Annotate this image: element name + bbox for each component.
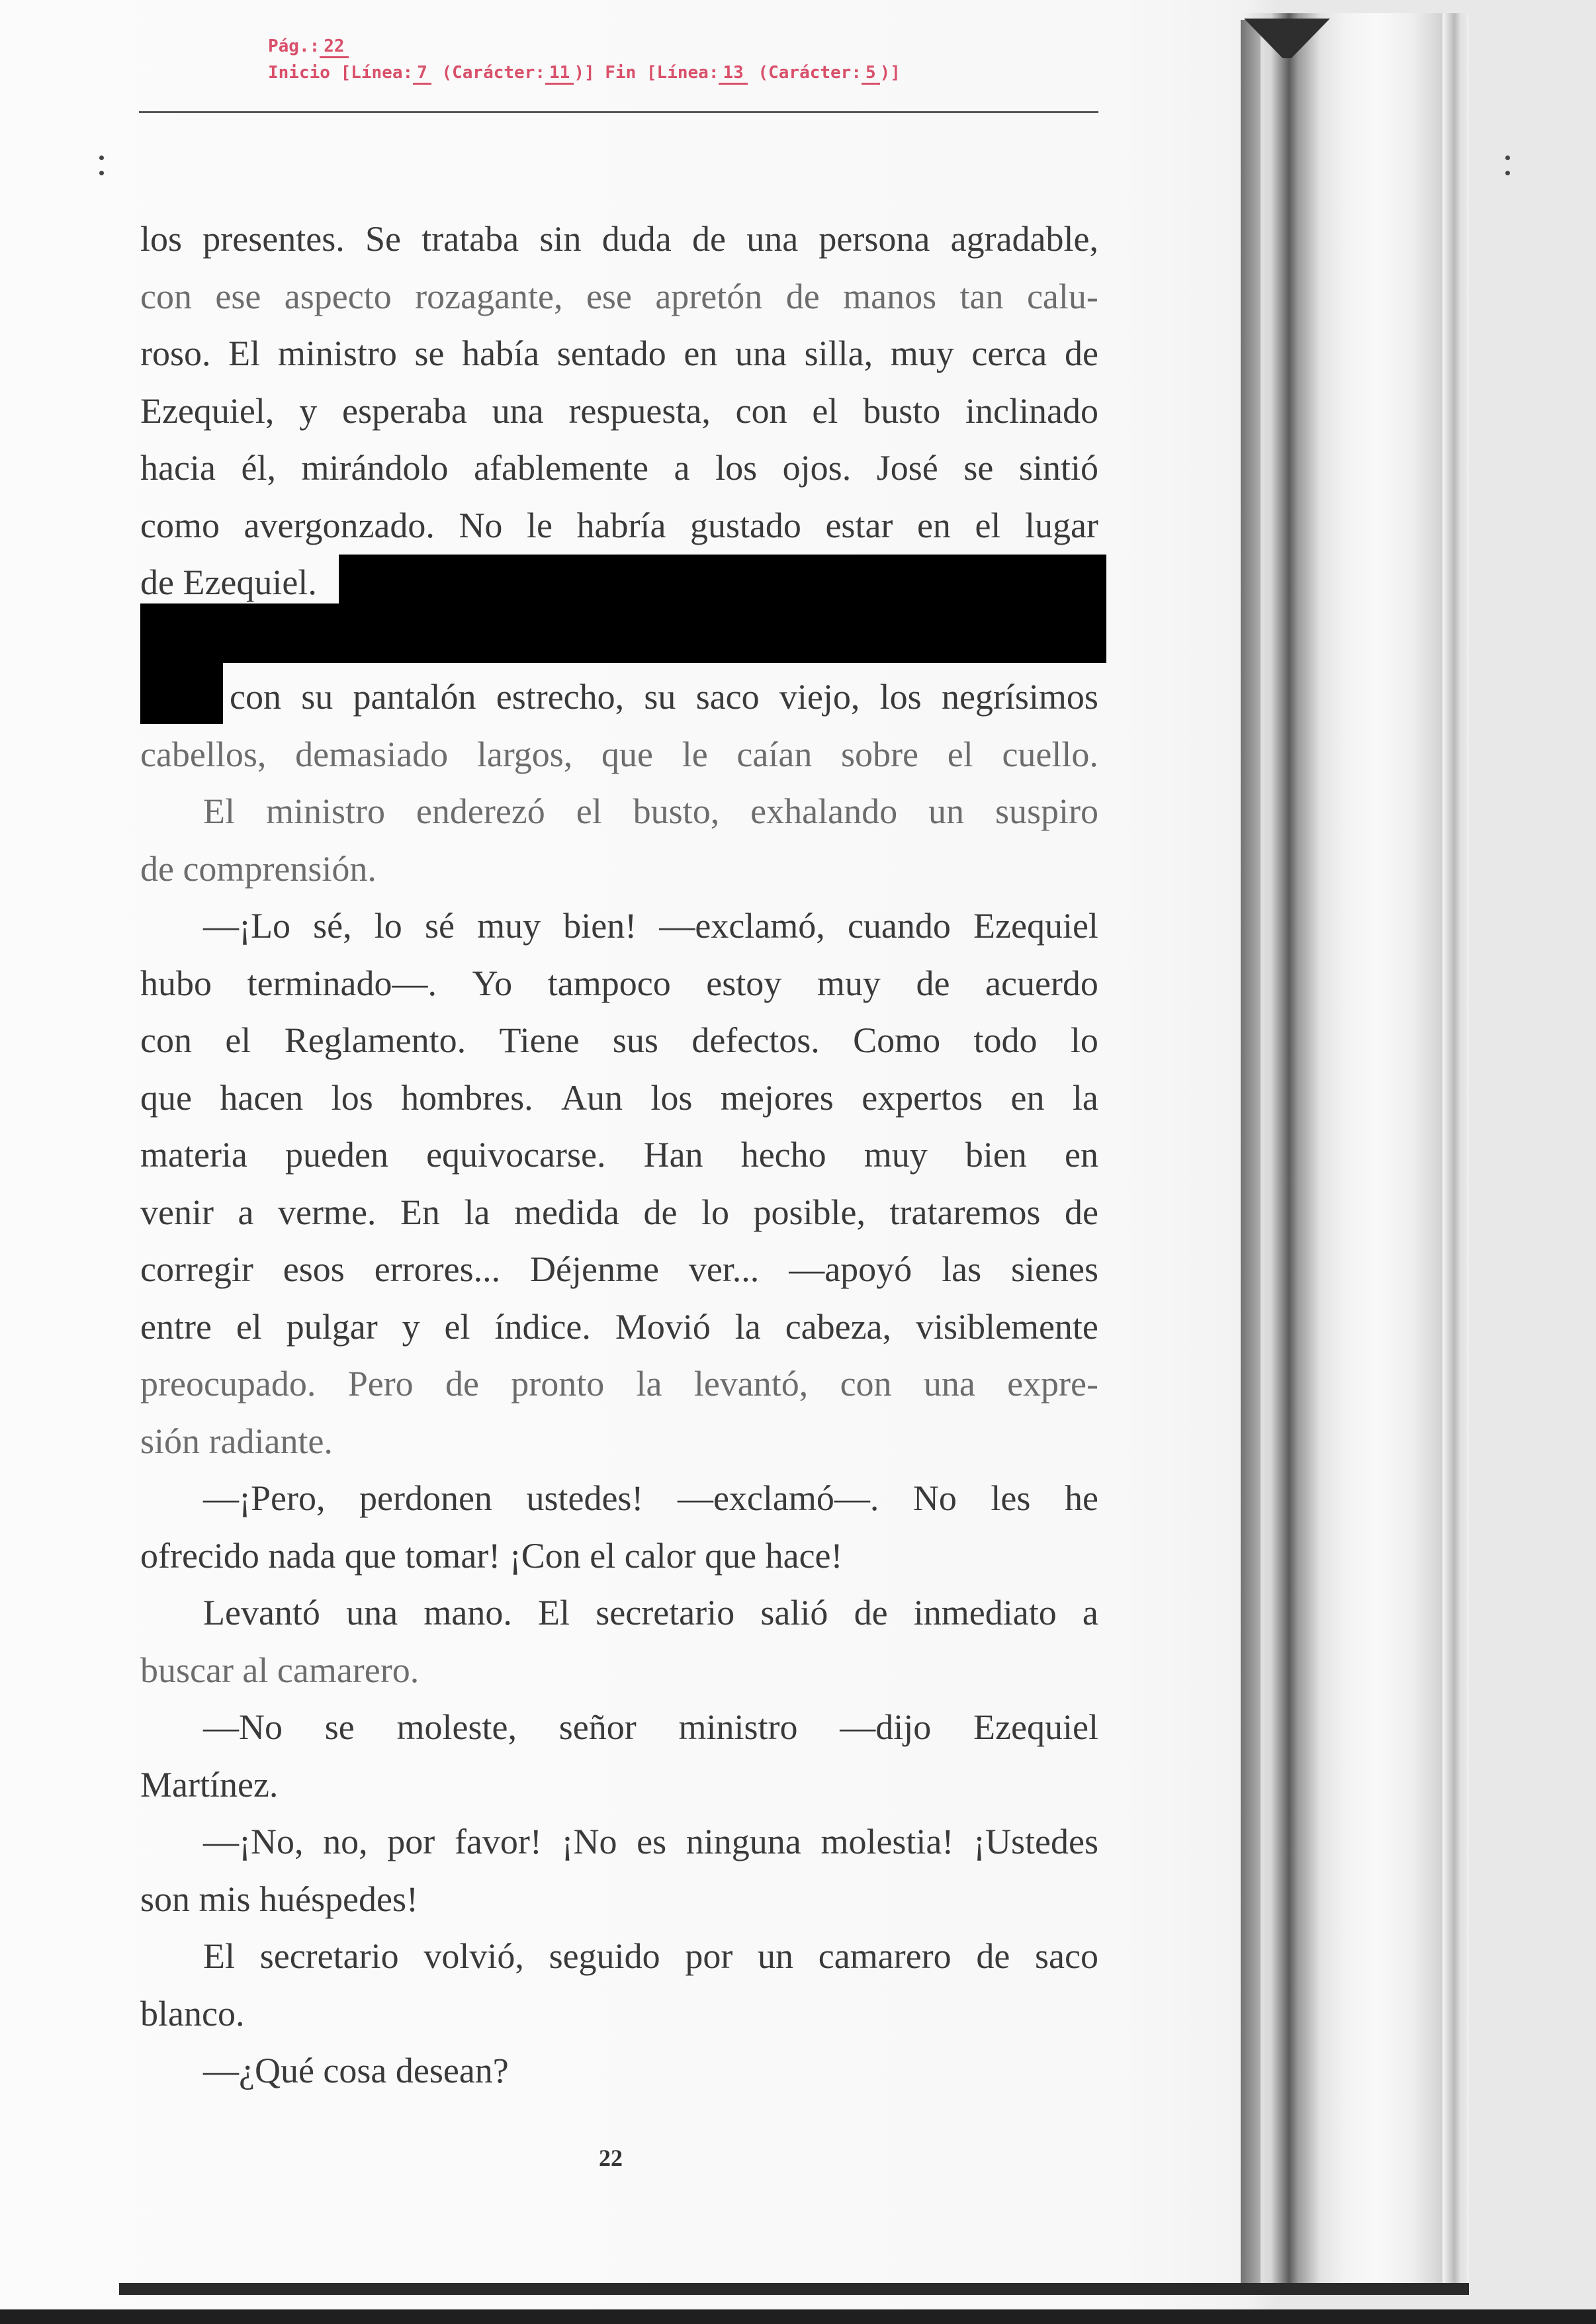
text-line: roso. El ministro se había sentado en una silla, muy cerca de [140,334,1098,373]
text-line: de comprensión. [140,848,377,889]
stamp-start-char: 11 [545,63,574,85]
text-line: —¡No, no, por favor! ¡No es ninguna molestia! ¡Ustedes [203,1822,1098,1861]
text-line: los presentes. Se trataba sin duda de una persona agradable, [140,219,1098,259]
page-number: 22 [599,2145,623,2171]
redaction-bar [339,555,1106,606]
book-binding [1244,13,1469,2290]
stamp-end-label: )] Fin [Línea: [574,63,719,83]
text-line: —¿Qué cosa desean? [203,2051,509,2090]
stamp-page-value: 22 [320,36,348,58]
header-rule [139,111,1098,113]
margin-dot [99,171,104,175]
text-line: de Ezequiel. [140,562,317,602]
text-line: que hacen los hombres. Aun los mejores expertos en la [140,1077,1098,1118]
text-line: con ese aspecto rozagante, ese apretón de manos tan calu- [140,276,1098,316]
text-line: corregir esos errores... Déjenme ver... —apoyó las sienes [140,1249,1098,1289]
scan-bottom-border [0,2309,1596,2324]
redaction-bar [140,603,1106,663]
body-text [140,210,1098,2100]
text-line: sión radiante. [140,1421,333,1461]
margin-dot [1505,156,1510,160]
text-line: materia pueden equivocarse. Han hecho muy bien en [140,1135,1098,1175]
margin-dot [99,156,104,160]
text-line: hacia él, mirándolo afablemente a los ojos. José se sintió [140,448,1098,488]
margin-dot [1505,171,1510,175]
text-line: Ezequiel, y esperaba una respuesta, con el busto inclinado [140,390,1098,431]
stamp-start-char-label: (Carácter: [441,63,546,83]
text-line: preocupado. Pero de pronto la levantó, con una expre- [140,1364,1098,1404]
text-line: Martínez. [140,1764,279,1805]
bottom-edge [119,2283,1469,2295]
text-line: El ministro enderezó el busto, exhalando un suspiro [203,791,1098,831]
stamp-end-line: 13 [719,63,747,85]
text-line: blanco. [140,1993,245,2033]
text-line: con su pantalón estrecho, su saco viejo, los negrísimos [230,677,1098,717]
reference-stamp [268,33,901,86]
text-line: El secretario volvió, seguido por un camarero de saco [203,1936,1098,1976]
text-line: ofrecido nada que tomar! ¡Con el calor que hace! [140,1535,843,1576]
text-line: con el Reglamento. Tiene sus defectos. Como todo lo [140,1020,1098,1060]
binding-shadow [1241,20,1261,2283]
stamp-end-char-label: (Carácter: [758,63,862,83]
text-line: como avergonzado. No le habría gustado estar en el lugar [140,505,1098,545]
stamp-close: )] [879,63,901,83]
text-line: hubo terminado—. Yo tampoco estoy muy de acuerdo [140,963,1098,1003]
text-line: cabellos, demasiado largos, que le caían sobre el cuello. [140,734,1098,774]
text-line: —¡Lo sé, lo sé muy bien! —exclamó, cuando Ezequiel [203,906,1098,946]
page-right-edge [1442,13,1462,2290]
text-line: buscar al camarero. [140,1650,420,1690]
text-line: son mis huéspedes! [140,1879,418,1919]
stamp-start-label: Inicio [Línea: [268,63,414,83]
stamp-start-line: 7 [413,63,431,85]
text-line: —¡Pero, perdonen ustedes! —exclamó—. No les he [203,1478,1098,1518]
text-line: —No se moleste, señor ministro —dijo Ezequiel [203,1707,1098,1747]
text-line: venir a verme. En la medida de lo posible, trataremos de [140,1192,1098,1232]
text-line: Levantó una mano. El secretario salió de inmediato a [203,1593,1098,1632]
redaction-bar [140,660,223,724]
stamp-page-label: Pág.: [268,36,320,56]
stamp-end-char: 5 [862,63,880,85]
text-line: entre el pulgar y el índice. Movió la cabeza, visiblemente [140,1306,1098,1347]
